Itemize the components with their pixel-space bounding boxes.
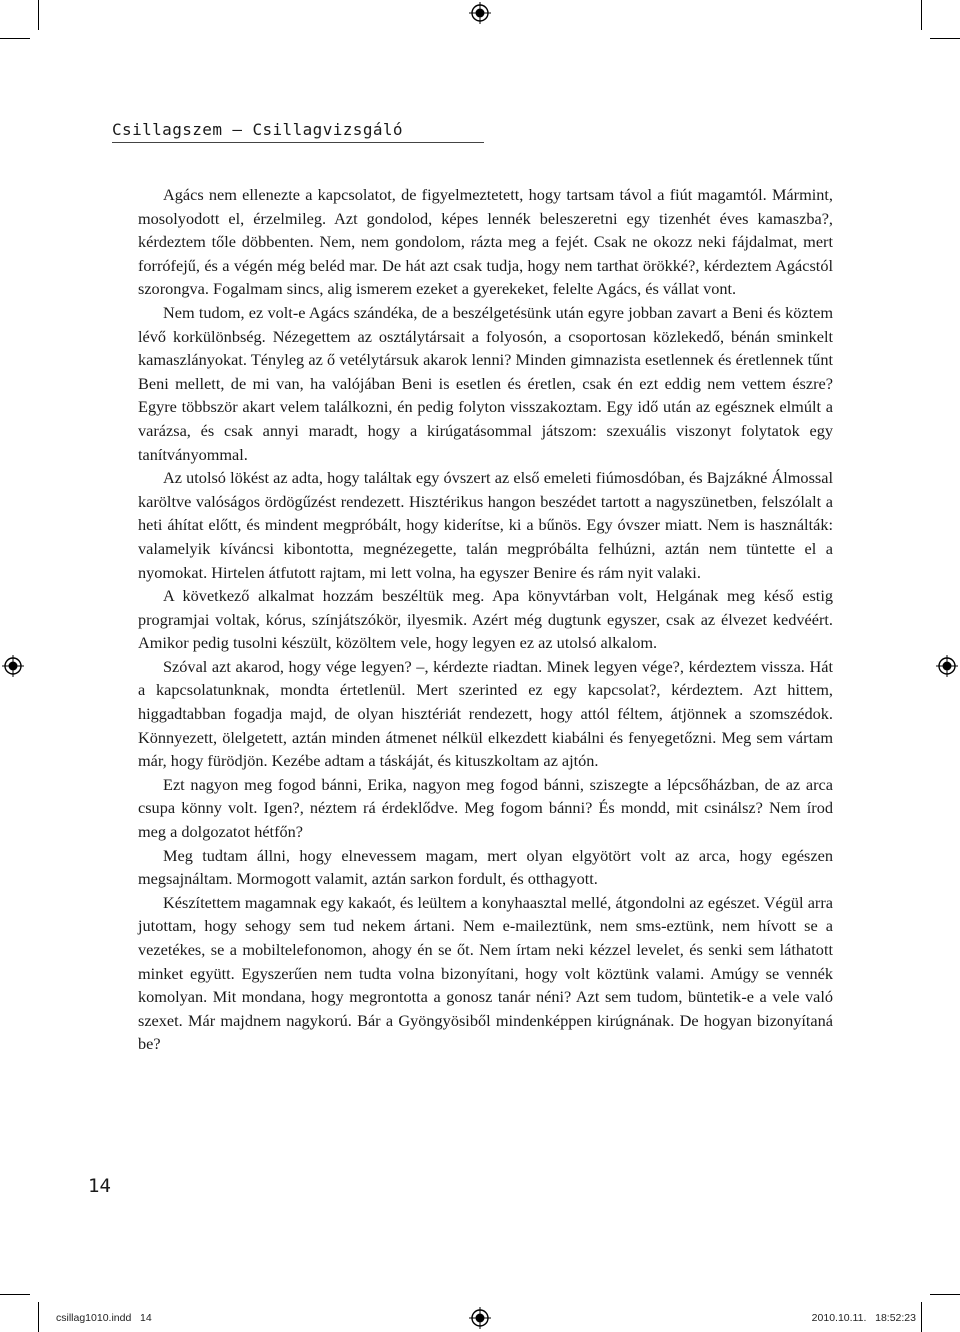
paragraph: A következő alkalmat hozzám beszéltük meg. Apa könyvtárban volt, Helgának meg késő estig programjai voltak, kórus, színjátszókör, ilyesmik. Azért még dugtunk egyszer, csak az élvezet kedvéért. Amikor pedig tusolni készült, közöltem vele, hogy legyen ez az utolsó alkalom. xyxy=(138,586,833,653)
registration-mark-icon-bottom xyxy=(469,1307,491,1329)
registration-mark-icon-left xyxy=(2,655,24,677)
paragraph: Ezt nagyon meg fogod bánni, Erika, nagyon meg fogod bánni, sziszegte a lépcsőházban, de az arca csupa könny volt. Igen?, néztem rá érdeklődve. Meg fogom bánni? És mondd, mit csinálsz? Nem írod meg a dolgozatot hétfőn? xyxy=(138,774,833,842)
crop-mark-bottom-left-v xyxy=(38,1302,39,1332)
registration-mark-icon-right xyxy=(936,655,958,677)
crop-mark-bottom-right-h xyxy=(930,1294,960,1295)
body-text xyxy=(138,183,833,1056)
page-number: 14 xyxy=(88,1175,111,1197)
crop-mark-bottom-left-h xyxy=(0,1294,30,1295)
registration-mark-icon-top xyxy=(469,2,491,24)
paragraph: Agács nem ellenezte a kapcsolatot, de figyelmeztetett, hogy tartsam távol a fiút magamtól. Mármint, mosolyodott el, érzelmileg. Azt gondolod, képes lennék beleszeretni egy tizenhét éves kamaszba?, kérdeztem tőle döbbenten. Nem, nem gondolom, rázta meg a fejét. Csak ne okozz neki fájdalmat, mert forrófejű, és a végén még beléd mar. De hát azt csak tudja, hogy nem tarthat örökké?, kérdeztem Agácstól szorongva. Fogalmam sincs, alig ismerem ezeket a gyerekeket, felelte Agács, és vállat vont. xyxy=(138,185,833,299)
crop-mark-top-left-h xyxy=(0,38,30,39)
running-head: Csillagszem – Csillagvizsgáló xyxy=(112,120,484,143)
crop-mark-top-left-v xyxy=(38,0,39,30)
crop-mark-top-right-h xyxy=(930,38,960,39)
crop-mark-bottom-right-v xyxy=(921,1302,922,1332)
paragraph: Készítettem magamnak egy kakaót, és leültem a konyhaasztal mellé, átgondolni az egészet. Végül arra jutottam, hogy sehogy sem tud nekem ártani. Nem e-maileztünk, nem sms-eztünk, nem hívott se a vezetékes, se a mobiltelefonomon, ahogy én se őt. Nem írtam neki kézzel levelet, és senki sem láthatott minket együtt. Egyszerűen nem tudta volna bizonyítani, hogy volt köztünk valami. Amúgy se vennék komolyan. Mit mondana, hogy megrontotta a gonosz tanár néni? Azt sem tudom, büntetik-e a vele való szexet. Már majdnem nagykorú. Bár a Gyöngyösiből mindenképpen kirúgnának. De hogyan bizonyítaná be? xyxy=(138,892,833,1054)
paragraph: Az utolsó lökést az adta, hogy találtak egy óvszert az első emeleti fiúmosdóban, és Bajzákné Álmossal karöltve valóságos ördögűzést rendezett. Hisztérikus hangon beszédet tartott a nagyszünetben, felszólalt a heti áhítat előtt, és mindent megpróbált, hogy kiderítse, ki a bűnös. Egy óvszer miatt. Nem is használták: valamelyik kíváncsi kibontotta, megnézegette, talán megpróbálta felhúzni, aztán nem tüntette el a nyomokat. Hirtelen átfutott rajtam, mi lett volna, ha egyszer Benire és rám nyit valaki. xyxy=(138,468,833,582)
paragraph: Meg tudtam állni, hogy elnevessem magam, mert olyan elgyötört volt az arca, hogy egészen megsajnáltam. Mormogott valamit, aztán sarkon fordult, és otthagyott. xyxy=(138,845,833,889)
paragraph: Nem tudom, ez volt-e Agács szándéka, de a beszélgetésünk után egyre jobban zavart a Beni és köztem lévő korkülönbség. Nézegettem az osztálytársait a folyosón, a csoportosan közlekedő, bénán sminkelt kamaszlányokat. Tényleg az ő vetélytársuk akarok lenni? Minden gimnazista esetlennek és éretlennek tűnt Beni mellett, de mi van, ha valójában Beni is esetlen és éretlen, csak én ezt eddig nem vettem észre? Egyre többször akart velem találkozni, én pedig folyton visszakoztam. Egy idő után az egésznek elmúlt a varázsa, és csak annyi maradt, hogy a kirúgatásommal játszom: szexuális viszonyt folytatok egy tanítványommal. xyxy=(138,302,833,464)
crop-mark-top-right-v xyxy=(921,0,922,30)
paragraph: Szóval azt akarod, hogy vége legyen? –, kérdezte riadtan. Minek legyen vége?, kérdeztem vissza. Hát a kapcsolatunknak, mondta értetlenül. Mert szerinted ez egy kapcsolat?, kérdeztem. Azt hittem, higgadtabban fogadja majd, de olyan hisztériát rendezett, hogy attól féltem, átjönnek a szomszédok. Könnyezett, ölelgetett, aztán minden átmenet nélkül elkezdett kiabálni és fenyegetőzni. Meg sem vártam már, hogy fürödjön. Kezébe adtam a táskáját, és kituszkoltam az ajtón. xyxy=(138,656,833,771)
slug-timestamp: 2010.10.11. 18:52:23 xyxy=(811,1312,916,1324)
slug-filename: csillag1010.indd 14 xyxy=(56,1312,152,1324)
